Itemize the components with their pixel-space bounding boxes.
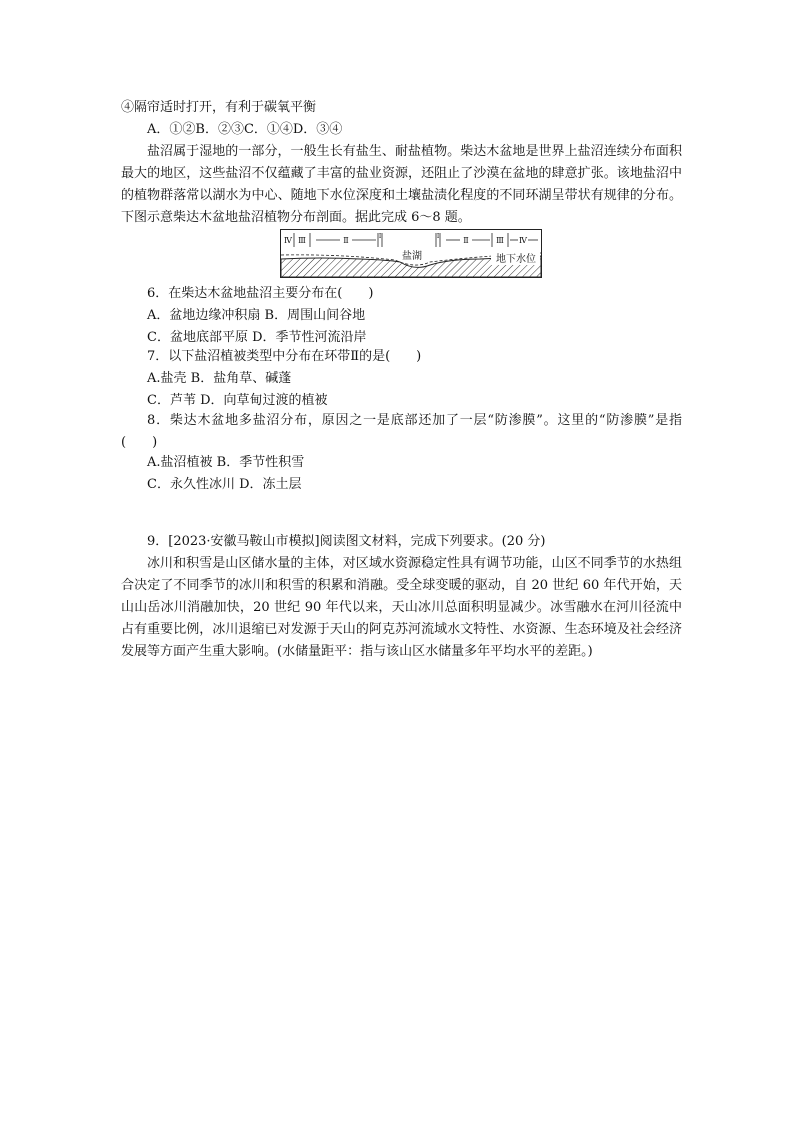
q6-options-cd: C．盆地底部平原 D．季节性河流沿岸 [147,330,367,345]
q6-stem: 6．在柴达木盆地盐沼主要分布在( ) [147,286,374,301]
q7-stem: 7．以下盐沼植被类型中分布在环带Ⅱ的是( ) [147,349,422,364]
q9-passage: 冰川和积雪是山区储水量的主体，对区域水资源稳定性具有调节功能，山区不同季节的水热组合决定了不同季节的冰川和积雪的积累和消融。受全球变暖的驱动，自 20 世纪 60 年代开始，天山山岳冰川消融加快，20 世纪 90 年代以来，天山冰川总面积明显减少。冰雪融水在河川径流中占有重要比例，冰川退缩已对发源于天山的阿克苏河流域水文特性、水资源、生态环境及社会经济发展等方面产生重大影响。(水储量距平：指与该山区水储量多年平均水平的差距。) [121,556,682,659]
zone-label-left-4: Ⅳ [284,236,292,245]
zone-label-left-2: Ⅱ [343,236,349,245]
q8-stem: 8．柴达木盆地多盐沼分布，原因之一是底部还加了一层“防渗膜”。这里的“防渗膜”是指( ) [121,413,682,450]
zone-label-left-1: Ⅰ [378,233,382,240]
zone-label-right-2: Ⅱ [463,236,469,245]
profile-diagram [280,229,542,278]
zone-label-right-1: Ⅰ [436,233,440,240]
q8-options-cd: C．永久性冰川 D．冻土层 [147,477,302,492]
q9-stem: 9．[2023·安徽马鞍山市模拟]阅读图文材料，完成下列要求。(20 分) [147,534,546,549]
q6-options-ab: A．盆地边缘冲积扇 B．周围山间谷地 [147,308,366,323]
groundwater-label: 地下水位 [496,254,536,265]
zone-label-right-4: Ⅳ [519,236,527,245]
zone-label-right-3: Ⅲ [496,236,504,245]
q8-options-ab: A.盐沼植被 B．季节性积雪 [147,455,305,470]
salt-marsh-passage: 盐沼属于湿地的一部分，一般生长有盐生、耐盐植物。柴达木盆地是世界上盐沼连续分布面积最大的地区，这些盐沼不仅蕴藏了丰富的盐业资源，还阻止了沙漠在盆地的肆意扩张。该地盐沼中的植物群落常以湖水为中心、随地下水位深度和土壤盐渍化程度的不同环湖呈带状有规律的分布。下图示意柴达木盆地盐沼植物分布剖面。据此完成 6～8 题。 [121,144,682,225]
q7-options-cd: C．芦苇 D．向草甸过渡的植被 [147,393,328,408]
q5-item4: ④隔帘适时打开，有利于碳氧平衡 [121,100,317,115]
lake-label: 盐湖 [402,251,422,262]
salt-marsh-profile-figure [280,229,542,278]
q7-options-ab: A.盐壳 B．盐角草、碱蓬 [147,371,292,386]
q5-options: A．①②B．②③C．①④D．③④ [147,122,343,137]
zone-label-left-3: Ⅲ [298,236,306,245]
